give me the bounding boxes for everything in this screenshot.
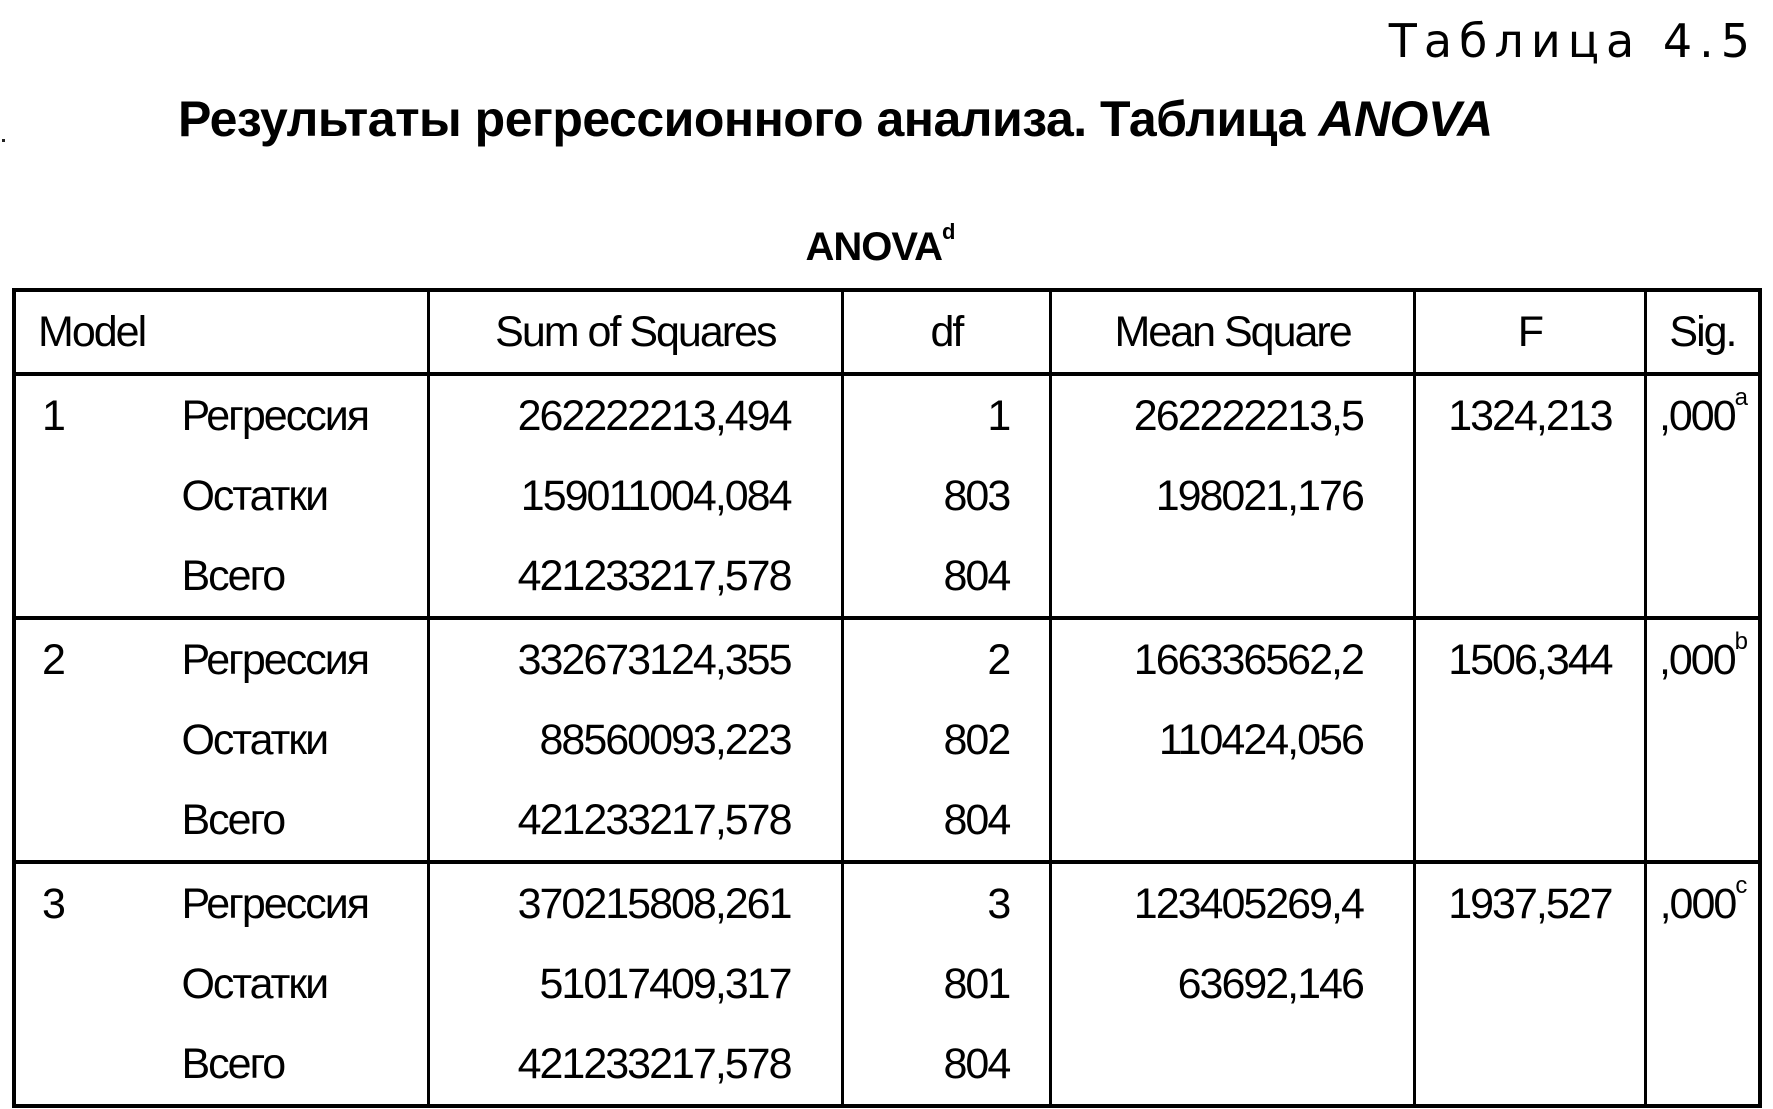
sig-footnote-mark: b [1734,627,1746,655]
header-sum-of-squares: Sum of Squares [429,290,842,374]
sig-cell [1645,374,1760,456]
sig-cell [1645,944,1760,1024]
mean-square-cell: 198021,176 [1051,456,1415,536]
sig-cell [1645,618,1760,700]
table-row [14,862,1760,944]
mean-square-cell: 262222213,5 [1051,374,1415,456]
sum-of-squares-cell: 421233217,578 [429,780,842,862]
table-caption-text: ANOVA [805,225,943,269]
source-term-cell: Всего [169,780,428,862]
sum-of-squares-cell: 421233217,578 [429,1024,842,1106]
table-row [14,456,1760,536]
table-caption-footnote-mark: d [942,219,955,244]
f-cell [1414,780,1645,862]
sig-footnote-mark: c [1735,871,1746,899]
mean-square-cell [1051,1024,1415,1106]
model-number-cell [14,1024,169,1106]
sig-value: ,000 [1658,635,1735,684]
anova-table [12,288,1762,1108]
table-number-label: Таблица 4.5 [1388,14,1757,68]
sig-cell [1645,700,1760,780]
table-row [14,944,1760,1024]
model-number-cell: 3 [42,879,64,928]
sum-of-squares-cell: 262222213,494 [429,374,842,456]
f-cell: 1937,527 [1414,862,1645,944]
sig-cell [1645,456,1760,536]
model-number-cell [14,944,169,1024]
mean-square-cell [1051,780,1415,862]
table-row [14,780,1760,862]
header-mean-square: Mean Square [1051,290,1415,374]
f-cell: 1324,213 [1414,374,1645,456]
table-body [14,374,1760,1106]
model-number-cell [14,456,169,536]
model-number-cell: 2 [42,635,64,684]
sig-cell [1645,780,1760,862]
df-cell: 1 [842,374,1051,456]
source-term-cell: Остатки [181,715,328,764]
df-cell: 3 [842,862,1051,944]
f-cell [1414,456,1645,536]
sig-cell [1645,1024,1760,1106]
mean-square-cell [1051,536,1415,618]
df-cell: 2 [842,618,1051,700]
model-number-cell [14,536,169,618]
model-number-cell [14,700,169,780]
mean-square-cell: 63692,146 [1051,944,1415,1024]
scan-speck [2,139,5,142]
table-row [14,700,1760,780]
sig-cell [1645,862,1760,944]
sum-of-squares-cell: 51017409,317 [429,944,842,1024]
mean-square-cell: 166336562,2 [1051,618,1415,700]
df-cell: 801 [842,944,1051,1024]
f-cell [1414,536,1645,618]
sum-of-squares-cell: 159011004,084 [429,456,842,536]
model-number-cell: 1 [42,391,64,440]
df-cell: 804 [842,780,1051,862]
source-term-cell: Регрессия [181,635,368,684]
header-model: Model [14,290,429,374]
source-term-cell: Регрессия [181,879,368,928]
heading-emphasis: ANOVA [1318,91,1493,147]
df-cell: 803 [842,456,1051,536]
table-row [14,1024,1760,1106]
heading-text: Результаты регрессионного анализа. Таблица [178,91,1319,147]
sum-of-squares-cell: 370215808,261 [429,862,842,944]
source-term-cell: Всего [169,536,428,618]
model-number-cell [14,780,169,862]
f-cell [1414,944,1645,1024]
page-heading [178,90,1493,148]
sig-cell [1645,536,1760,618]
f-cell: 1506,344 [1414,618,1645,700]
source-term-cell: Всего [169,1024,428,1106]
table-caption [0,219,1760,270]
source-term-cell: Остатки [181,471,328,520]
mean-square-cell: 110424,056 [1051,700,1415,780]
sig-value: ,000 [1659,879,1736,928]
mean-square-cell: 123405269,4 [1051,862,1415,944]
table-row [14,536,1760,618]
f-cell [1414,700,1645,780]
table-row [14,374,1760,456]
header-df: df [842,290,1051,374]
source-term-cell: Остатки [181,959,328,1008]
sum-of-squares-cell: 421233217,578 [429,536,842,618]
header-row [14,290,1760,374]
f-cell [1414,1024,1645,1106]
header-sig: Sig. [1645,290,1760,374]
sum-of-squares-cell: 332673124,355 [429,618,842,700]
header-f: F [1414,290,1645,374]
sig-footnote-mark: a [1734,383,1746,411]
df-cell: 804 [842,1024,1051,1106]
df-cell: 802 [842,700,1051,780]
source-term-cell: Регрессия [181,391,368,440]
table-row [14,618,1760,700]
sum-of-squares-cell: 88560093,223 [429,700,842,780]
df-cell: 804 [842,536,1051,618]
sig-value: ,000 [1658,391,1735,440]
